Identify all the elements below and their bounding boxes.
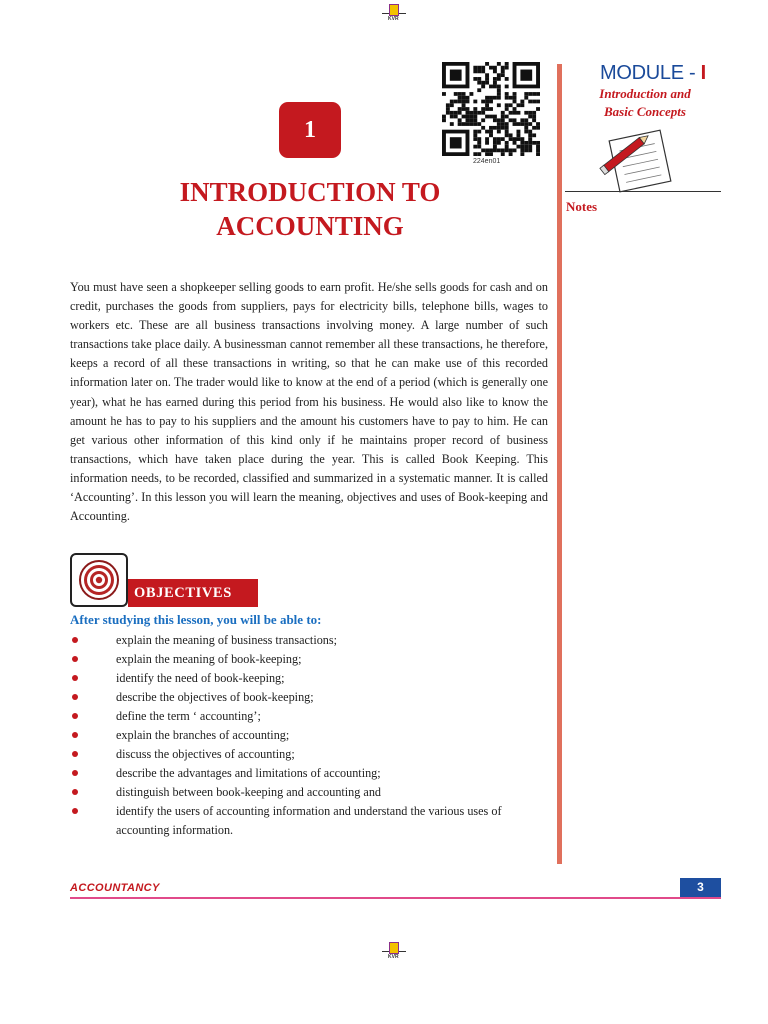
- module-label: [600, 62, 706, 85]
- objective-text: describe the advantages and limitations of accounting;: [116, 766, 381, 780]
- bullet-icon: [72, 713, 78, 719]
- bullet-icon: [72, 656, 78, 662]
- chapter-number: 1: [304, 116, 316, 143]
- bullet-icon: [72, 751, 78, 757]
- intro-paragraph: You must have seen a shopkeeper selling goods to earn profit. He/she sells goods for cash and on credit, purchases the goods from suppliers, pays for electricity bills, telephone bills, wages to workers etc. These are all business transactions involving money. A large number of such transactions take place daily. A businessman cannot remember all these transactions, he therefore, keeps a record of all these transactions in writing, so that he can make use of this recorded information later on. The trader would like to know at the end of a period (which is generally one year), what he has earned during this period from his business. He would also like to know the amount he has to pay to his suppliers and the amount his customers have to pay to him. He can get various other information of this kind only if he maintains proper record of business transactions, which have taken place during the year. This is called Book Keeping. This information needs, to be recorded, classified and summarized in a systematic manner. It is called ‘Accounting’. In this lesson you will learn the meaning, objectives and uses of Book-keeping and Accounting.: [70, 280, 548, 524]
- objective-text: explain the branches of accounting;: [116, 728, 290, 742]
- footer-rule: [70, 897, 721, 899]
- top-logo-text: KVR: [388, 16, 399, 22]
- top-logo: [382, 2, 406, 26]
- page-number: 3: [680, 878, 721, 897]
- bottom-logo-text: KVR: [388, 954, 399, 960]
- objective-text: distinguish between book-keeping and accounting and: [116, 785, 382, 799]
- footer-subject: ACCOUNTANCY: [70, 882, 160, 894]
- list-item: [70, 650, 550, 669]
- bullet-icon: [72, 732, 78, 738]
- objectives-list: [70, 631, 550, 840]
- module-title-line2: Basic Concepts: [604, 104, 686, 119]
- list-item: [70, 688, 550, 707]
- list-item: [70, 745, 550, 764]
- list-item: [70, 802, 550, 840]
- bullet-icon: [72, 675, 78, 681]
- margin-divider: [557, 64, 562, 864]
- list-item: [70, 631, 550, 650]
- chapter-number-badge: [279, 102, 341, 158]
- qr-code-label: 224en01: [473, 158, 501, 165]
- bullet-icon: [72, 808, 78, 814]
- list-item: [70, 783, 550, 802]
- objective-text: identify the users of accounting information and understand the various uses of accounting information.: [116, 804, 502, 837]
- objectives-heading: OBJECTIVES: [128, 579, 258, 607]
- objective-text: discuss the objectives of accounting;: [116, 747, 295, 761]
- chapter-title-line1: INTRODUCTION TO: [179, 177, 441, 207]
- objectives-lead: After studying this lesson, you will be able to:: [70, 612, 322, 627]
- objective-text: identify the need of book-keeping;: [116, 671, 285, 685]
- qr-code: [442, 62, 540, 156]
- objective-text: define the term ‘ accounting’;: [116, 709, 261, 723]
- target-icon: [70, 553, 128, 607]
- list-item: [70, 726, 550, 745]
- notes-rule: [565, 191, 721, 192]
- objective-text: describe the objectives of book-keeping;: [116, 690, 314, 704]
- chapter-title-line2: ACCOUNTING: [216, 211, 404, 241]
- objective-text: explain the meaning of book-keeping;: [116, 652, 302, 666]
- bullet-icon: [72, 789, 78, 795]
- objective-text: explain the meaning of business transactions;: [116, 633, 338, 647]
- bullet-icon: [72, 770, 78, 776]
- bottom-logo: [382, 940, 406, 964]
- list-item: [70, 764, 550, 783]
- notepad-pencil-icon: [596, 123, 680, 193]
- notes-label: Notes: [566, 199, 598, 214]
- module-prefix: MODULE -: [600, 62, 701, 84]
- module-title-line1: Introduction and: [599, 86, 691, 101]
- list-item: [70, 707, 550, 726]
- list-item: [70, 669, 550, 688]
- bullet-icon: [72, 694, 78, 700]
- bullet-icon: [72, 637, 78, 643]
- module-number: I: [700, 62, 706, 84]
- chapter-title: [140, 175, 480, 243]
- module-title: [575, 85, 715, 121]
